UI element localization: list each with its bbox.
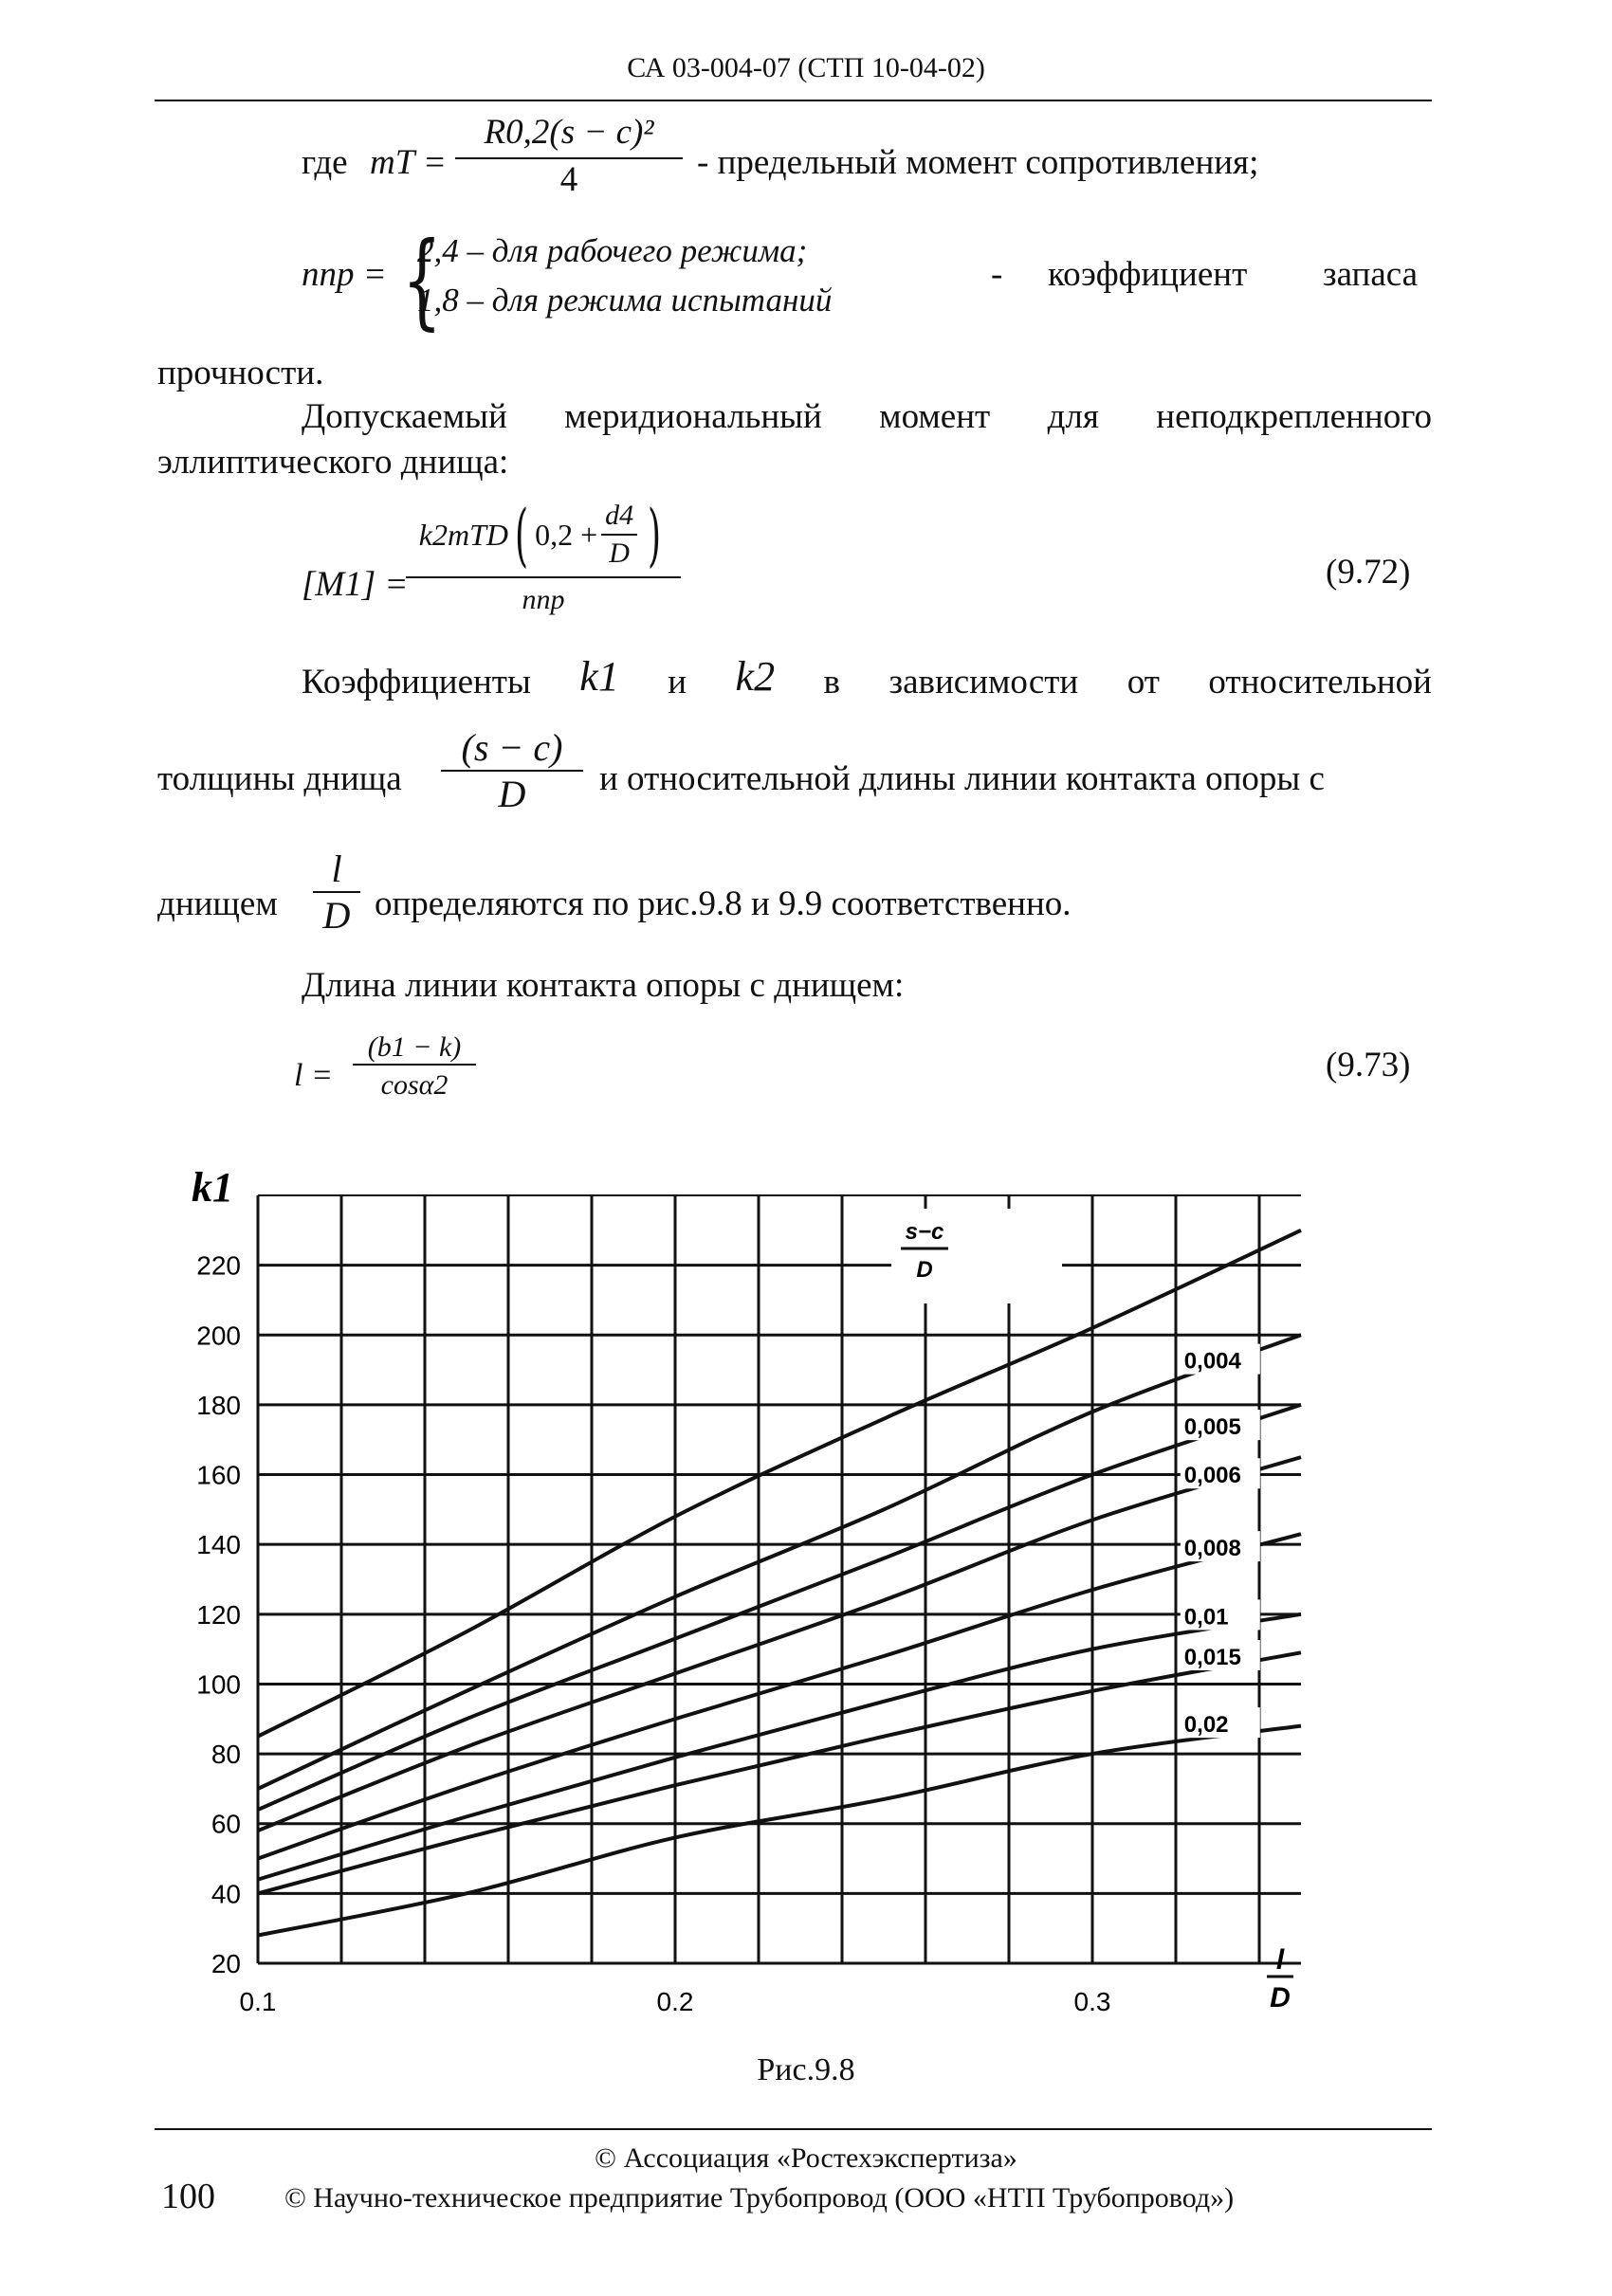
y-tick-label: 200 <box>196 1321 241 1351</box>
series-label: 0,02 <box>1183 1712 1229 1739</box>
para-coeff-w7: от <box>1127 663 1160 702</box>
para-coeff-k2: k2 <box>735 653 776 700</box>
formula-npr-dash: - <box>991 255 1003 294</box>
footer-enterprise: © Научно-техническое предприятие Трубопровод (ООО «НТП Трубопровод») <box>284 2182 1235 2214</box>
para-moment-line2: эллиптического днища: <box>157 443 509 482</box>
eq973-numerator: (b1 − k) <box>367 1031 462 1063</box>
y-tick-label: 120 <box>196 1599 241 1630</box>
formula-npr-brace: { <box>402 219 442 340</box>
running-header: СА 03-004-07 (СТП 10-04-02) <box>627 52 985 83</box>
y-tick-label: 140 <box>196 1530 241 1560</box>
para-coeff-line3-lead: днищем <box>157 884 278 923</box>
formula-npr-word2: запаса <box>1323 255 1419 294</box>
para-moment-line1-text: Допускаемый меридиональный момент для неподкрепленного <box>302 397 1432 436</box>
formula-mt-denominator: 4 <box>559 160 578 200</box>
chart-legend-prefix <box>891 1209 1062 1303</box>
eq972-numerator <box>406 493 681 576</box>
series-label: 0,008 <box>1183 1536 1241 1562</box>
chart-x-label-den: D <box>1270 1982 1291 2014</box>
eq972-fraction <box>406 493 681 616</box>
chart-ticks <box>196 1251 1110 2016</box>
x-tick-label: 0.3 <box>1073 1987 1111 2016</box>
eq972-lhs: [M1] = <box>302 565 409 604</box>
para-coeff-line3-tail: определяются по рис.9.8 и 9.9 соответственно. <box>375 884 1072 923</box>
x-tick-label: 0.1 <box>239 1987 277 2016</box>
para-moment-line1 <box>302 396 1432 438</box>
page-number: 100 <box>161 2177 215 2216</box>
para-coeff-w3: и <box>668 663 687 702</box>
chart-legend-num: s−c <box>905 1219 944 1245</box>
formula-mt-description: - предельный момент сопротивления; <box>697 143 1259 182</box>
para-coeff-frac1-den: D <box>498 773 526 815</box>
eq973-bar <box>353 1064 476 1066</box>
formula-mt-lhs: mT = <box>370 143 447 182</box>
formula-npr-cases <box>417 229 832 321</box>
para-coeff-frac1-num: (s − c) <box>461 726 563 769</box>
formula-npr-case-test: 1,8 – для режима испытаний <box>417 281 833 319</box>
para-coeff-line2-tail: и относительной длины линии контакта опоры с <box>599 759 1325 798</box>
eq972-number: (9.72) <box>1326 553 1411 592</box>
formula-mt-lead: где <box>302 143 348 182</box>
formula-npr-continuation: прочности. <box>157 354 324 392</box>
formula-npr-lhs: nпр = <box>302 255 387 294</box>
series-line <box>258 1230 1301 1737</box>
eq972-paren-right: ) <box>648 495 662 574</box>
eq973-lhs: l = <box>294 1058 333 1093</box>
series-label: 0,004 <box>1183 1348 1241 1375</box>
y-tick-label: 20 <box>211 1949 241 1978</box>
y-tick-label: 220 <box>196 1250 241 1281</box>
eq973-denominator: cosα2 <box>380 1069 449 1101</box>
chart-x-label-num: l <box>1275 1944 1285 1976</box>
para-coeff-frac2-den: D <box>322 894 351 937</box>
formula-npr-word1: коэффициент <box>1048 255 1248 294</box>
eq972-inner-fraction <box>597 500 641 570</box>
header-rule <box>155 100 1432 101</box>
chart-series-labels <box>958 1243 1260 1738</box>
para-coeff-w5: в <box>823 663 841 702</box>
para-coeff-frac2 <box>313 847 360 938</box>
para-coeff-w1: Коэффициенты <box>302 663 531 702</box>
formula-mt-numerator: R0,2(s − c)² <box>484 113 654 152</box>
series-line <box>258 1534 1301 1858</box>
footer-rule <box>155 2128 1432 2130</box>
formula-mt-fraction <box>455 112 683 202</box>
y-tick-label: 60 <box>211 1809 241 1839</box>
para-coeff-w6: зависимости <box>888 663 1079 702</box>
eq972-paren-left: ( <box>515 495 529 574</box>
series-line <box>258 1335 1301 1789</box>
para-coeff-line2-lead: толщины днища <box>157 759 402 798</box>
eq972-inner-den: D <box>601 534 637 570</box>
x-tick-label: 0.2 <box>656 1987 694 2016</box>
eq972-bar <box>406 576 681 578</box>
series-label: 0,006 <box>1183 1463 1241 1489</box>
para-coeff-frac1 <box>441 725 583 816</box>
eq972-denominator: nпр <box>522 584 565 615</box>
para-coeff-k1: k1 <box>579 653 619 700</box>
para-coeff-line1 <box>302 653 1432 703</box>
chart-k1 <box>142 1161 1328 2071</box>
para-coeff-w8: относительной <box>1208 663 1432 702</box>
eq973-number: (9.73) <box>1326 1046 1411 1084</box>
chart-y-label: k1 <box>192 1164 233 1211</box>
chart-grid <box>258 1195 1301 1963</box>
y-tick-label: 80 <box>211 1740 241 1770</box>
para-length: Длина линии контакта опоры с днищем: <box>302 966 905 1005</box>
eq973-fraction <box>353 1031 476 1102</box>
series-label: 0,01 <box>1183 1604 1229 1631</box>
series-line <box>258 1457 1301 1831</box>
footer-association: © Ассоциация «Ростехэкспертиза» <box>595 2142 1017 2174</box>
y-tick-label: 160 <box>196 1460 241 1490</box>
series-label: 0,015 <box>1183 1644 1241 1670</box>
series-label: 0,005 <box>1183 1414 1241 1441</box>
para-coeff-frac2-num: l <box>331 847 342 890</box>
formula-npr-case-work: 2,4 – для рабочего режима; <box>417 232 808 269</box>
eq972-inner-term: 0,2 + <box>535 517 598 552</box>
y-tick-label: 180 <box>196 1390 241 1420</box>
y-tick-label: 40 <box>211 1879 241 1909</box>
eq972-numerator-left: k2mTD <box>418 517 508 552</box>
eq972-inner-num: d4 <box>605 500 634 531</box>
y-tick-label: 100 <box>196 1669 241 1700</box>
chart-legend-den: D <box>916 1257 933 1283</box>
figure-caption: Рис.9.8 <box>757 2052 855 2087</box>
